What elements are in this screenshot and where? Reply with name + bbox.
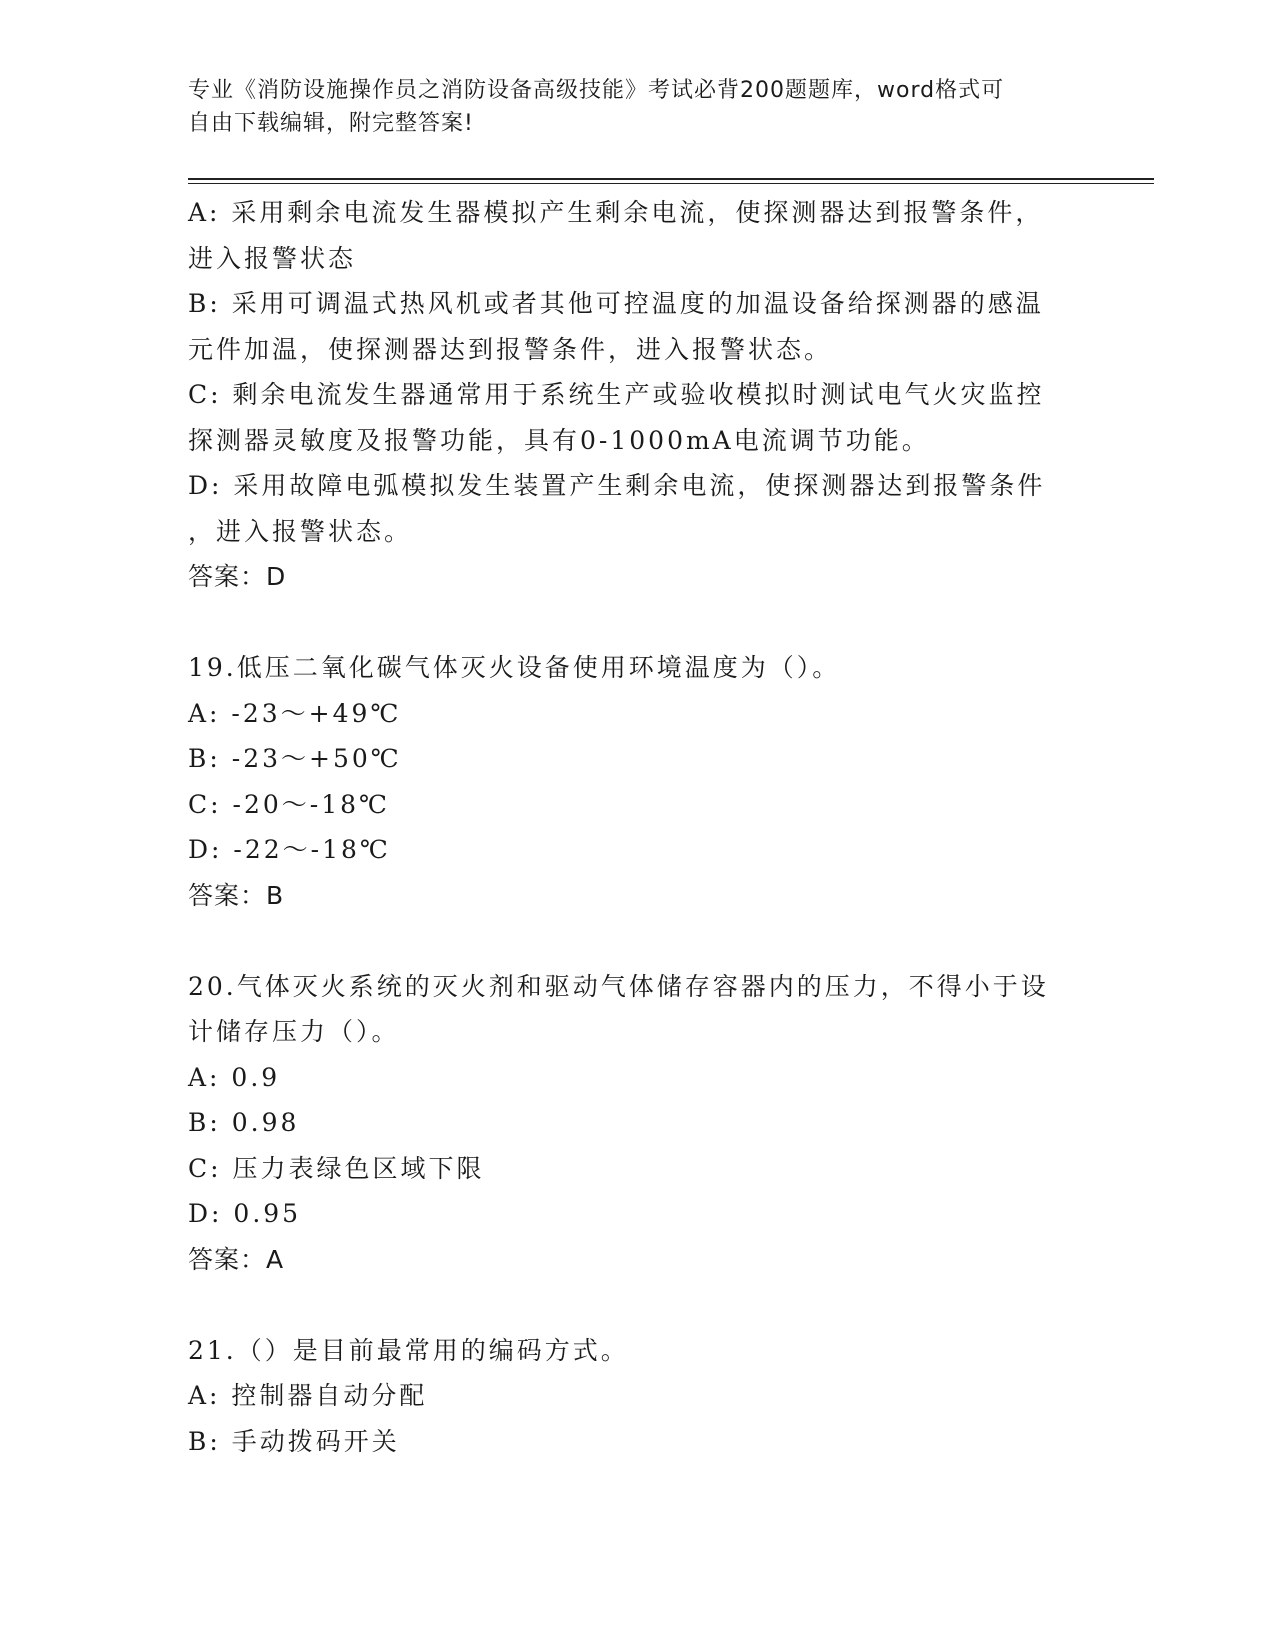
question-19-block <box>188 645 1068 918</box>
option-d-line-2: ，进入报警状态。 <box>188 516 413 546</box>
option-c: C: 压力表绿色区域下限 <box>188 1153 485 1183</box>
header-divider <box>188 178 1154 180</box>
answer-19: 答案：B <box>188 880 285 910</box>
header-line-1: 专业《消防设施操作员之消防设备高级技能》考试必背200题题库，word格式可 <box>188 78 1005 103</box>
question-20-text-line-1: 20.气体灭火系统的灭火剂和驱动气体储存容器内的压力，不得小于设 <box>188 971 1049 1001</box>
option-b-line-1: B: 采用可调温式热风机或者其他可控温度的加温设备给探测器的感温 <box>188 289 1044 318</box>
option-c-line-1: C: 剩余电流发生器通常用于系统生产或验收模拟时测试电气火灾监控 <box>188 380 1045 409</box>
question-20-block <box>188 964 1068 1283</box>
question-21-block <box>188 1328 1068 1465</box>
option-d: D: -22～-18℃ <box>188 835 391 864</box>
question-18-block <box>188 190 1068 600</box>
header-line-2: 自由下载编辑，附完整答案! <box>188 111 474 136</box>
spacer <box>188 918 1068 964</box>
option-b: B: 0.98 <box>188 1108 300 1137</box>
option-d-line-1: D: 采用故障电弧模拟发生装置产生剩余电流，使探测器达到报警条件 <box>188 471 1046 500</box>
option-c-line-2: 探测器灵敏度及报警功能，具有0-1000mA电流调节功能。 <box>188 425 930 455</box>
option-b: B: 手动拨码开关 <box>188 1426 400 1456</box>
answer-20: 答案：A <box>188 1244 285 1274</box>
document-body <box>188 190 1068 1464</box>
option-a: A: 控制器自动分配 <box>188 1381 428 1410</box>
option-b-line-2: 元件加温，使探测器达到报警条件，进入报警状态。 <box>188 334 833 364</box>
document-header <box>188 74 1068 140</box>
question-20-text-line-2: 计储存压力（）。 <box>188 1017 400 1046</box>
spacer <box>188 600 1068 646</box>
option-c: C: -20～-18℃ <box>188 789 390 819</box>
spacer <box>188 1282 1068 1328</box>
question-19-text: 19.低压二氧化碳气体灭火设备使用环境温度为（）。 <box>188 653 841 682</box>
option-d: D: 0.95 <box>188 1199 302 1228</box>
header-divider-thin <box>188 183 1154 184</box>
option-a: A: -23～+49℃ <box>188 698 402 728</box>
option-a-line-2: 进入报警状态 <box>188 243 357 273</box>
option-a: A: 0.9 <box>188 1062 281 1092</box>
answer-18: 答案：D <box>188 562 287 591</box>
question-21-text: 21.（）是目前最常用的编码方式。 <box>188 1335 629 1365</box>
option-a-line-1: A: 采用剩余电流发生器模拟产生剩余电流，使探测器达到报警条件， <box>188 198 1044 227</box>
option-b: B: -23～+50℃ <box>188 744 402 773</box>
